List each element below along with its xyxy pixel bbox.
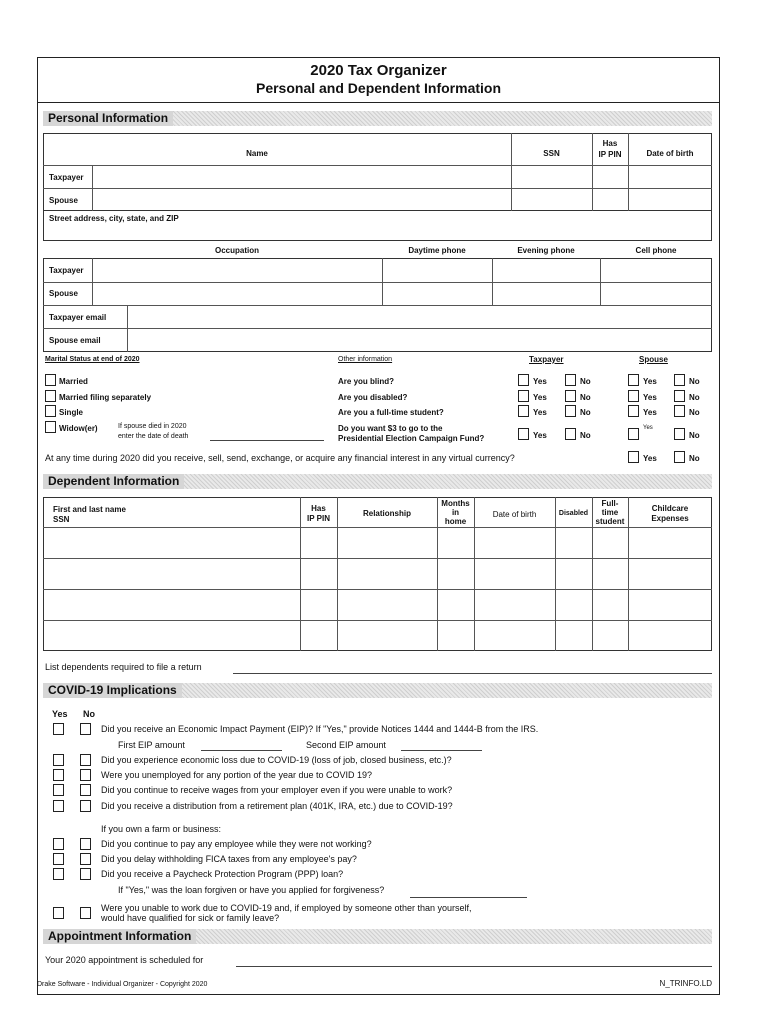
other-taxpayer-heading: Taxpayer [529, 355, 564, 364]
retirement-yes-checkbox[interactable] [53, 800, 64, 812]
date-of-death-field[interactable] [210, 440, 324, 441]
spouse-disabled-no-checkbox[interactable] [674, 390, 685, 402]
col-occupation: Occupation [214, 246, 259, 255]
spouse-name-field[interactable] [93, 189, 510, 210]
no-label: No [580, 431, 591, 440]
taxpayer-name-field[interactable] [93, 166, 510, 187]
yes-label: Yes [533, 431, 547, 440]
spouse-email-label: Spouse email [49, 336, 101, 345]
q-fica: Did you delay withholding FICA taxes from any employee's pay? [101, 854, 357, 864]
taxpayer-email-label: Taxpayer email [49, 313, 107, 322]
pay-employee-yes-checkbox[interactable] [53, 838, 64, 850]
taxpayer-student-no-checkbox[interactable] [565, 405, 576, 417]
second-eip-field[interactable] [401, 750, 482, 751]
no-label: No [689, 393, 700, 402]
yes-label: Yes [643, 393, 657, 402]
covid-no-heading: No [83, 709, 95, 719]
form-title: 2020 Tax Organizer [310, 62, 447, 79]
campaign-question: Do you want $3 to go to the Presidential Election Campaign Fund? [338, 424, 485, 443]
virtual-currency-yes-checkbox[interactable] [628, 451, 639, 463]
personal-section-header: Personal Information [43, 111, 712, 126]
q-retirement: Did you receive a distribution from a retirement plan (401K, IRA, etc.) due to COVID-19? [101, 801, 453, 811]
yes-label: Yes [533, 377, 547, 386]
footer-form-code: N_TRINFO.LD [659, 979, 712, 988]
taxpayer-campaign-no-checkbox[interactable] [565, 428, 576, 440]
fica-no-checkbox[interactable] [80, 853, 91, 865]
dep-col-student: Full- time student [595, 499, 625, 526]
other-info-heading: Other information [338, 356, 393, 363]
loss-no-checkbox[interactable] [80, 754, 91, 766]
ppp-yes-checkbox[interactable] [53, 868, 64, 880]
row-spouse: Spouse [49, 196, 78, 205]
yes-label: Yes [643, 425, 653, 431]
covid-section-header: COVID-19 Implications [43, 683, 712, 698]
dep-col-dob: Date of birth [492, 510, 537, 519]
fica-yes-checkbox[interactable] [53, 853, 64, 865]
sick-leave-no-checkbox[interactable] [80, 907, 91, 919]
wages-yes-checkbox[interactable] [53, 784, 64, 796]
yes-label: Yes [643, 377, 657, 386]
disabled-question: Are you disabled? [338, 393, 408, 402]
q-sick-leave: Were you unable to work due to COVID-19 and, if employed by someone other than yourself, would have qualified for sick or family leave? [101, 903, 472, 923]
widow-checkbox[interactable] [45, 421, 56, 433]
col-evening-phone: Evening phone [517, 246, 575, 255]
dep-col-relationship: Relationship [362, 509, 411, 518]
dependent-row[interactable] [44, 590, 711, 620]
taxpayer-email-field[interactable] [128, 306, 711, 327]
dependent-row[interactable] [44, 528, 711, 558]
ppp-forgiveness-field[interactable] [410, 897, 527, 898]
ppp-no-checkbox[interactable] [80, 868, 91, 880]
spouse-blind-yes-checkbox[interactable] [628, 374, 639, 386]
unemployed-yes-checkbox[interactable] [53, 769, 64, 781]
spouse-email-field[interactable] [128, 329, 711, 351]
spouse-dob-field[interactable] [629, 189, 711, 210]
taxpayer-ssn-field[interactable] [512, 166, 591, 187]
covid-yes-heading: Yes [52, 709, 68, 719]
yes-label: Yes [643, 454, 657, 463]
taxpayer-campaign-yes-checkbox[interactable] [518, 428, 529, 440]
spouse-ssn-field[interactable] [512, 189, 591, 210]
other-spouse-heading: Spouse [639, 355, 668, 364]
list-dependents-field[interactable] [233, 673, 712, 674]
col-ssn: SSN [543, 149, 560, 158]
q-loss: Did you experience economic loss due to COVID-19 (loss of job, closed business, etc.)? [101, 755, 452, 765]
single-label: Single [59, 408, 84, 417]
yes-label: Yes [533, 408, 547, 417]
widow-note: If spouse died in 2020 enter the date of death [118, 423, 189, 440]
unemployed-no-checkbox[interactable] [80, 769, 91, 781]
taxpayer-blind-yes-checkbox[interactable] [518, 374, 529, 386]
yes-label: Yes [643, 408, 657, 417]
appointment-section-header: Appointment Information [43, 929, 712, 944]
ppp-followup: If "Yes," was the loan forgiven or have you applied for forgiveness? [118, 885, 385, 895]
street-address-label: Street address, city, state, and ZIP [49, 214, 179, 223]
no-label: No [580, 393, 591, 402]
spouse-campaign-yes-checkbox[interactable] [628, 428, 639, 440]
dep-col-disabled: Disabled [558, 510, 589, 517]
no-label: No [580, 408, 591, 417]
dependent-row[interactable] [44, 621, 711, 650]
sick-leave-yes-checkbox[interactable] [53, 907, 64, 919]
loss-yes-checkbox[interactable] [53, 754, 64, 766]
first-eip-label: First EIP amount [118, 740, 185, 750]
list-dependents-label: List dependents required to file a return [45, 662, 202, 672]
no-label: No [689, 408, 700, 417]
footer-copyright: Drake Software - Individual Organizer - Copyright 2020 [37, 981, 208, 988]
spouse-disabled-yes-checkbox[interactable] [628, 390, 639, 402]
taxpayer-dob-field[interactable] [629, 166, 711, 187]
title-divider [37, 102, 720, 103]
q-unemployed: Were you unemployed for any portion of the year due to COVID 19? [101, 770, 372, 780]
q-eip: Did you receive an Economic Impact Payment (EIP)? If "Yes," provide Notices 1444 and 1444-B from the IRS. [101, 724, 539, 734]
marital-status-heading: Marital Status at end of 2020 [45, 356, 140, 363]
married-checkbox[interactable] [45, 374, 56, 386]
dep-col-ip-pin: Has IP PIN [307, 504, 330, 523]
col-date-of-birth: Date of birth [646, 149, 694, 158]
dependent-row[interactable] [44, 559, 711, 589]
no-label: No [689, 454, 700, 463]
q-wages: Did you continue to receive wages from your employer even if you were unable to work? [101, 785, 453, 795]
wages-no-checkbox[interactable] [80, 784, 91, 796]
taxpayer-disabled-no-checkbox[interactable] [565, 390, 576, 402]
first-eip-field[interactable] [201, 750, 282, 751]
row-taxpayer: Taxpayer [49, 173, 84, 182]
virtual-currency-question: At any time during 2020 did you receive, sell, send, exchange, or acquire any financial interest in any virtual currency? [45, 453, 515, 463]
no-label: No [689, 377, 700, 386]
second-eip-label: Second EIP amount [306, 740, 386, 750]
spouse-campaign-no-checkbox[interactable] [674, 428, 685, 440]
mfs-label: Married filing separately [59, 393, 152, 402]
taxpayer-student-yes-checkbox[interactable] [518, 405, 529, 417]
eip-yes-checkbox[interactable] [53, 723, 64, 735]
taxpayer-disabled-yes-checkbox[interactable] [518, 390, 529, 402]
spouse-student-no-checkbox[interactable] [674, 405, 685, 417]
eip-no-checkbox[interactable] [80, 723, 91, 735]
virtual-currency-no-checkbox[interactable] [674, 451, 685, 463]
form-subtitle: Personal and Dependent Information [255, 80, 502, 96]
contact-row-spouse: Spouse [49, 289, 78, 298]
dep-col-childcare: Childcare Expenses [651, 504, 689, 523]
q-pay-employee: Did you continue to pay any employee while they were not working? [101, 839, 372, 849]
yes-label: Yes [533, 393, 547, 402]
appointment-field[interactable] [236, 966, 712, 967]
col-cell-phone: Cell phone [635, 246, 677, 255]
no-label: No [689, 431, 700, 440]
no-label: No [580, 377, 591, 386]
dep-col-months: Months in home [441, 499, 470, 526]
retirement-no-checkbox[interactable] [80, 800, 91, 812]
q-ppp: Did you receive a Paycheck Protection Program (PPP) loan? [101, 869, 344, 879]
col-name: Name [246, 149, 268, 158]
widow-label: Widow(er) [59, 424, 98, 433]
taxpayer-blind-no-checkbox[interactable] [565, 374, 576, 386]
blind-question: Are you blind? [338, 377, 394, 386]
dep-col-name: First and last name SSN [53, 505, 126, 524]
col-has-ip-pin: Has IP PIN [598, 139, 622, 159]
spouse-student-yes-checkbox[interactable] [628, 405, 639, 417]
spouse-blind-no-checkbox[interactable] [674, 374, 685, 386]
single-checkbox[interactable] [45, 405, 56, 417]
appointment-label: Your 2020 appointment is scheduled for [45, 955, 204, 965]
farm-intro: If you own a farm or business: [101, 824, 222, 834]
student-question: Are you a full-time student? [338, 408, 444, 417]
mfs-checkbox[interactable] [45, 390, 56, 402]
contact-row-taxpayer: Taxpayer [49, 266, 84, 275]
dependent-section-header: Dependent Information [43, 474, 712, 489]
col-daytime-phone: Daytime phone [408, 246, 466, 255]
pay-employee-no-checkbox[interactable] [80, 838, 91, 850]
married-label: Married [59, 377, 88, 386]
